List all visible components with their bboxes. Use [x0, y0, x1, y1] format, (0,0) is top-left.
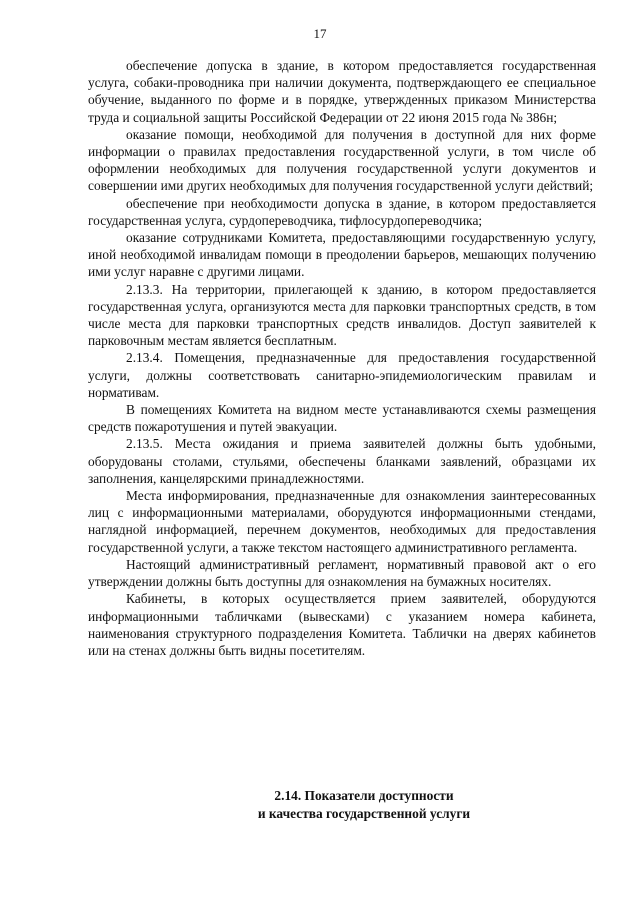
paragraph-information-assistance: оказание помощи, необходимой для получения в доступной для них форме информации о правилах предоставления государственной услуги, в том числе об оформлении необходимых для получения государственной услуги документов и совершении ими других необходимых для получения государственной услуги действий; [88, 126, 596, 194]
document-body [88, 57, 596, 659]
paragraph-staff-assistance: оказание сотрудниками Комитета, предоставляющими государственную услугу, иной необходимой инвалидам помощи в преодолении барьеров, мешающих получению ими услуг наравне с другими лицами. [88, 230, 596, 280]
paragraph-guide-dog-access: обеспечение допуска в здание, в котором предоставляется государственная услуга, собаки-проводника при наличии документа, подтверждающего ее специальное обучение, выданного по форме и в порядке, утвержденных приказом Министерства труда и социальной защиты Российской Федерации от 22 июня 2015 года № 386н; [88, 58, 596, 125]
paragraph-evacuation-schemes: В помещениях Комитета на видном месте устанавливаются схемы размещения средств пожаротушения и путей эвакуации. [88, 402, 596, 435]
section-heading [88, 787, 640, 823]
paragraph-premises-sanitary: 2.13.4. Помещения, предназначенные для предоставления государственной услуги, должны соответствовать санитарно-эпидемиологическим правилам и нормативам. [88, 350, 596, 400]
paragraph-regulation-availability: Настоящий административный регламент, нормативный правовой акт о его утверждении должны быть доступны для ознакомления на бумажных носителях. [88, 556, 596, 590]
paragraph-office-signs: Кабинеты, в которых осуществляется прием заявителей, оборудуются информационными табличками (вывесками) с указанием номера кабинета, наименования структурного подразделения Комитета. Таблички на дверях кабинетов или на стенах должны быть видны посетителям. [88, 591, 596, 658]
section-heading-line-1: 2.14. Показатели доступности [274, 788, 454, 803]
page-number: 17 [313, 26, 327, 41]
paragraph-parking: 2.13.3. На территории, прилегающей к зданию, в котором предоставляется государственная услуга, организуются места для парковки транспортных средств, в том числе места для парковки транспортных средств инвалидов. Доступ заявителей к парковочным местам является бесплатным. [88, 281, 596, 349]
paragraph-interpreter-access: обеспечение при необходимости допуска в здание, в котором предоставляется государственная услуга, сурдопереводчика, тифлосурдопереводчика; [88, 195, 596, 228]
paragraph-waiting-areas: 2.13.5. Места ожидания и приема заявителей должны быть удобными, оборудованы столами, стульями, обеспечены бланками заявлений, образцами их заполнения, канцелярскими принадлежностями. [88, 436, 596, 486]
paragraph-information-stands: Места информирования, предназначенные для ознакомления заинтересованных лиц с информационными материалами, оборудуются информационными стендами, наглядной информацией, перечнем документов, необходимых для предоставления государственной услуги, а также текстом настоящего административного регламента. [88, 488, 596, 555]
section-heading-line-2: и качества государственной услуги [257, 806, 471, 821]
